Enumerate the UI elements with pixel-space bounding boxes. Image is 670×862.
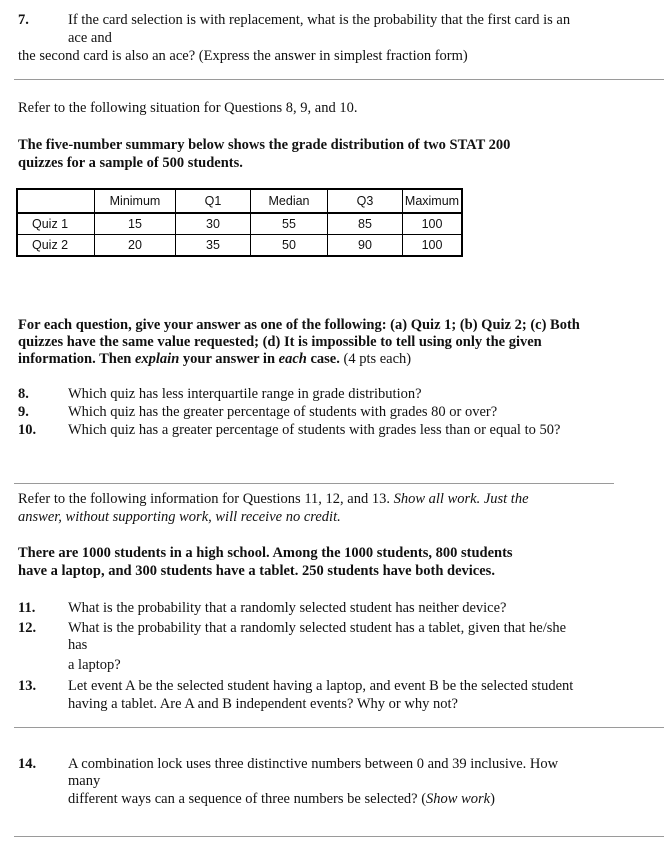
question-number: 10. [18, 422, 37, 438]
table-cell: 100 [403, 213, 463, 235]
table-cell: 15 [95, 213, 176, 235]
summary-line2: quizzes for a sample of 500 students. [18, 155, 243, 171]
instr-explain: explain [134, 351, 180, 367]
intro-italic: answer, without supporting work, will receive no credit. [18, 509, 341, 525]
table-header-cell: Maximum [403, 189, 463, 213]
section-11-13-intro [18, 491, 529, 508]
table-header-cell: Q3 [328, 189, 403, 213]
divider [14, 483, 614, 484]
question-text: Let event A be the selected student having a laptop, and event B be the selected student [68, 678, 574, 694]
table-header-cell: Q1 [176, 189, 251, 213]
section-11-13-intro-line2 [18, 509, 341, 526]
question-number: 13. [18, 678, 37, 694]
intro-text: Refer to the following information for Questions 11, 12, and 13. [18, 491, 394, 507]
question-text: Which quiz has a greater percentage of students with grades less than or equal to 50? [68, 422, 561, 438]
question-12-line3: a laptop? [68, 657, 121, 673]
instructions-line2: quizzes have the same value requested; (d) It is impossible to tell using only the given [18, 334, 542, 350]
question-13-line2: having a tablet. Are A and B independent events? Why or why not? [68, 696, 458, 712]
q14-text: ) [490, 791, 495, 807]
question-number: 11. [18, 600, 36, 616]
instr-points: (4 pts each) [339, 351, 412, 367]
table-cell: 35 [176, 235, 251, 257]
question-12-line2: has [68, 637, 88, 653]
q7-line3: the second card is also an ace? (Express the answer in simplest fraction form) [18, 48, 468, 64]
table-header-cell: Median [251, 189, 328, 213]
q7-line1: If the card selection is with replacement, what is the probability that the first card is an [68, 12, 571, 28]
info-line1: There are 1000 students in a high school. Among the 1000 students, 800 students [18, 545, 513, 561]
table-cell: 20 [95, 235, 176, 257]
table-cell: 50 [251, 235, 328, 257]
question-text: What is the probability that a randomly selected student has a tablet, given that he/she [68, 620, 567, 636]
intro-italic: Show all work. Just the [393, 491, 529, 507]
question-14-line2: many [68, 773, 101, 789]
q7-line2: ace and [68, 30, 112, 46]
q14-italic: Show work [426, 791, 491, 807]
instr-each: each [278, 351, 307, 367]
divider [14, 79, 664, 80]
table-cell: Quiz 2 [17, 235, 95, 257]
table-cell: 55 [251, 213, 328, 235]
table-header-cell: Minimum [95, 189, 176, 213]
question-number: 9. [18, 404, 29, 420]
question-text: What is the probability that a randomly selected student has neither device? [68, 600, 507, 616]
divider [14, 727, 664, 728]
question-number: 14. [18, 756, 37, 772]
question-number: 12. [18, 620, 37, 636]
instructions-line1: For each question, give your answer as one of the following: (a) Quiz 1; (b) Quiz 2; (c) Both [18, 317, 580, 333]
question-text: Which quiz has less interquartile range in grade distribution? [68, 386, 422, 402]
instr-text: information. Then [18, 351, 135, 367]
question-text: A combination lock uses three distinctive numbers between 0 and 39 inclusive. How [68, 756, 559, 772]
q7-number: 7. [18, 12, 29, 28]
table-row [17, 213, 462, 235]
table-cell: 85 [328, 213, 403, 235]
table-row [17, 235, 462, 257]
table-cell: Quiz 1 [17, 213, 95, 235]
divider [14, 836, 664, 837]
instr-text: your answer in [179, 351, 279, 367]
summary-line1: The five-number summary below shows the grade distribution of two STAT 200 [18, 137, 511, 153]
question-14-line3 [68, 791, 495, 808]
question-number: 8. [18, 386, 29, 402]
question-text: Which quiz has the greater percentage of students with grades 80 or over? [68, 404, 498, 420]
q14-text: different ways can a sequence of three numbers be selected? ( [68, 791, 427, 807]
section-8-10-intro: Refer to the following situation for Questions 8, 9, and 10. [18, 100, 358, 116]
table-header-row [17, 189, 462, 213]
table-header-cell [17, 189, 95, 213]
table-cell: 100 [403, 235, 463, 257]
table-cell: 30 [176, 213, 251, 235]
info-line2: have a laptop, and 300 students have a tablet. 250 students have both devices. [18, 563, 495, 579]
instructions-line3 [18, 351, 411, 368]
instr-text: case. [306, 351, 340, 367]
table-cell: 90 [328, 235, 403, 257]
five-number-summary-table [16, 188, 463, 257]
